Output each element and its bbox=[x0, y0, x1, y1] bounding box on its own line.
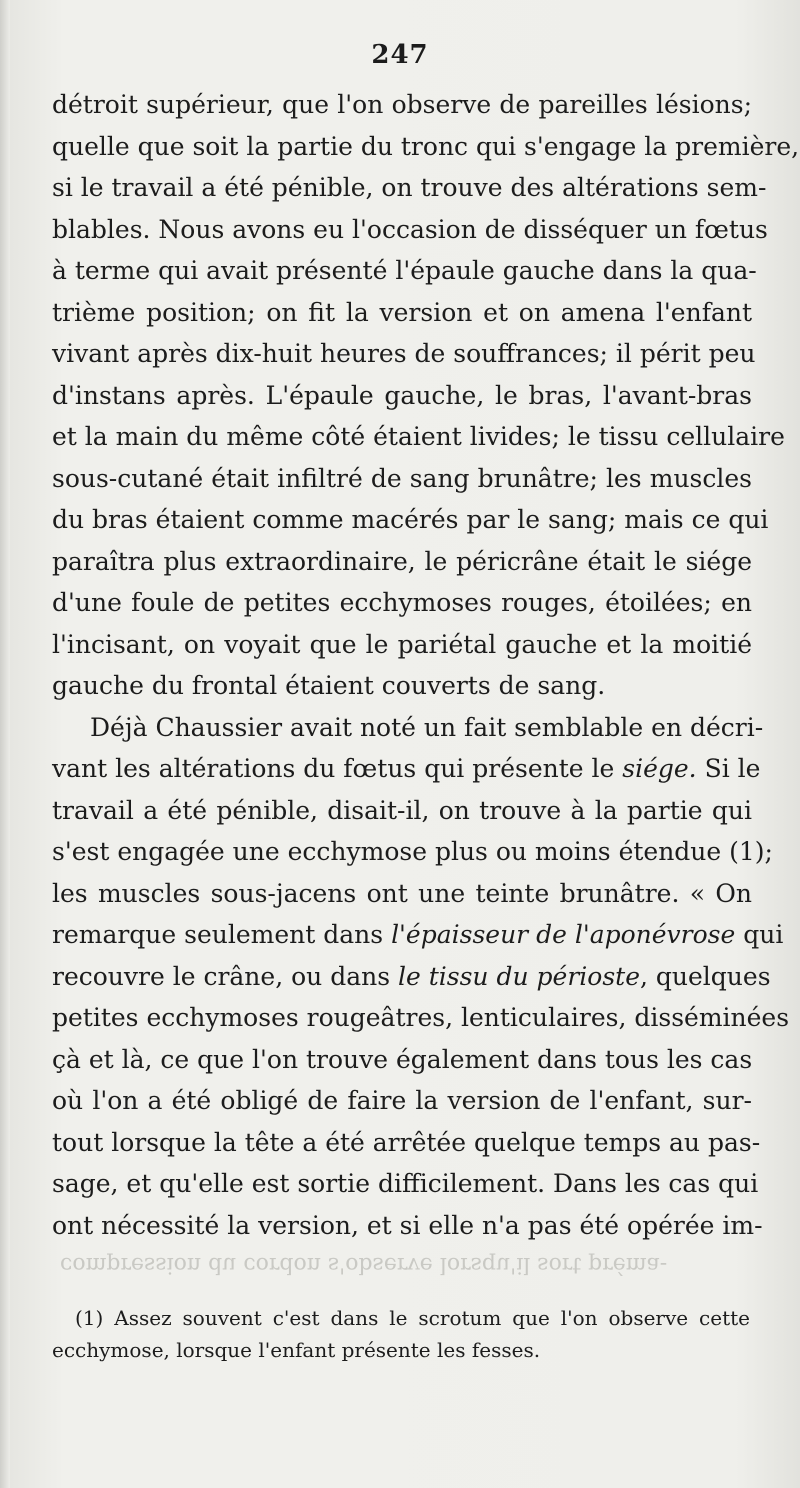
text-line: d'instans après. L'épaule gauche, le bras, l'avant-bras bbox=[52, 380, 752, 410]
text-line: trième position; on fit la version et on amena l'enfant bbox=[52, 297, 752, 327]
paragraph-start-line: Déjà Chaussier avait noté un fait semblable en décri- bbox=[90, 712, 764, 742]
text-line: sous-cutané était infiltré de sang brunâtre; les muscles bbox=[52, 463, 752, 493]
text-line: gauche du frontal étaient couverts de sang. bbox=[52, 671, 606, 700]
page-number: 247 bbox=[371, 40, 429, 70]
text-line: du bras étaient comme macérés par le sang; mais ce qui bbox=[52, 505, 769, 534]
text-line: çà et là, ce que l'on trouve également dans tous les cas bbox=[52, 1044, 753, 1074]
show-through-text: compression du cordon s'observe lorsqu'il sort préma- bbox=[60, 1252, 668, 1277]
page-binding-edge bbox=[0, 0, 10, 1488]
text-line: et la main du même côté étaient livides; le tissu cellulaire bbox=[52, 422, 785, 451]
text-line: petites ecchymoses rougeâtres, lenticulaires, disséminées bbox=[52, 1003, 790, 1032]
body-text bbox=[52, 84, 800, 1246]
text-line: à terme qui avait présenté l'épaule gauche dans la qua- bbox=[52, 256, 757, 285]
text-line: paraîtra plus extraordinaire, le péricrâne était le siége bbox=[52, 546, 752, 576]
footnote bbox=[52, 1302, 750, 1366]
text-line: tout lorsque la tête a été arrêtée quelque temps au pas- bbox=[52, 1127, 761, 1157]
footnote-line: ecchymose, lorsque l'enfant présente les fesses. bbox=[52, 1338, 541, 1362]
text-line: travail a été pénible, disait-il, on trouve à la partie qui bbox=[52, 795, 752, 825]
text-line: où l'on a été obligé de faire la version de l'enfant, sur- bbox=[52, 1086, 752, 1115]
text-line: vant les altérations du fœtus qui présente le siége. Si le bbox=[52, 754, 761, 783]
text-line: blables. Nous avons eu l'occasion de disséquer un fœtus bbox=[52, 214, 768, 244]
text-line: vivant après dix-huit heures de souffrances; il périt peu bbox=[52, 339, 756, 368]
text-line: ont nécessité la version, et si elle n'a pas été opérée im- bbox=[52, 1210, 763, 1240]
text-line: quelle que soit la partie du tronc qui s'engage la première, bbox=[52, 131, 800, 161]
text-line: l'incisant, on voyait que le pariétal gauche et la moitié bbox=[52, 629, 752, 659]
text-line: les muscles sous-jacens ont une teinte brunâtre. « On bbox=[52, 878, 752, 908]
text-line: si le travail a été pénible, on trouve des altérations sem- bbox=[52, 173, 767, 202]
text-line: s'est engagée une ecchymose plus ou moins étendue (1); bbox=[52, 837, 773, 866]
text-line: sage, et qu'elle est sortie difficilement. Dans les cas qui bbox=[52, 1169, 759, 1198]
text-line: d'une foule de petites ecchymoses rouges, étoilées; en bbox=[52, 588, 752, 617]
text-line: remarque seulement dans l'épaisseur de l'aponévrose qui bbox=[52, 920, 784, 949]
text-line: recouvre le crâne, ou dans le tissu du périoste, quelques bbox=[52, 961, 771, 991]
text-line: détroit supérieur, que l'on observe de pareilles lésions; bbox=[52, 90, 752, 119]
footnote-line: (1) Assez souvent c'est dans le scrotum que l'on observe cette bbox=[75, 1306, 750, 1330]
